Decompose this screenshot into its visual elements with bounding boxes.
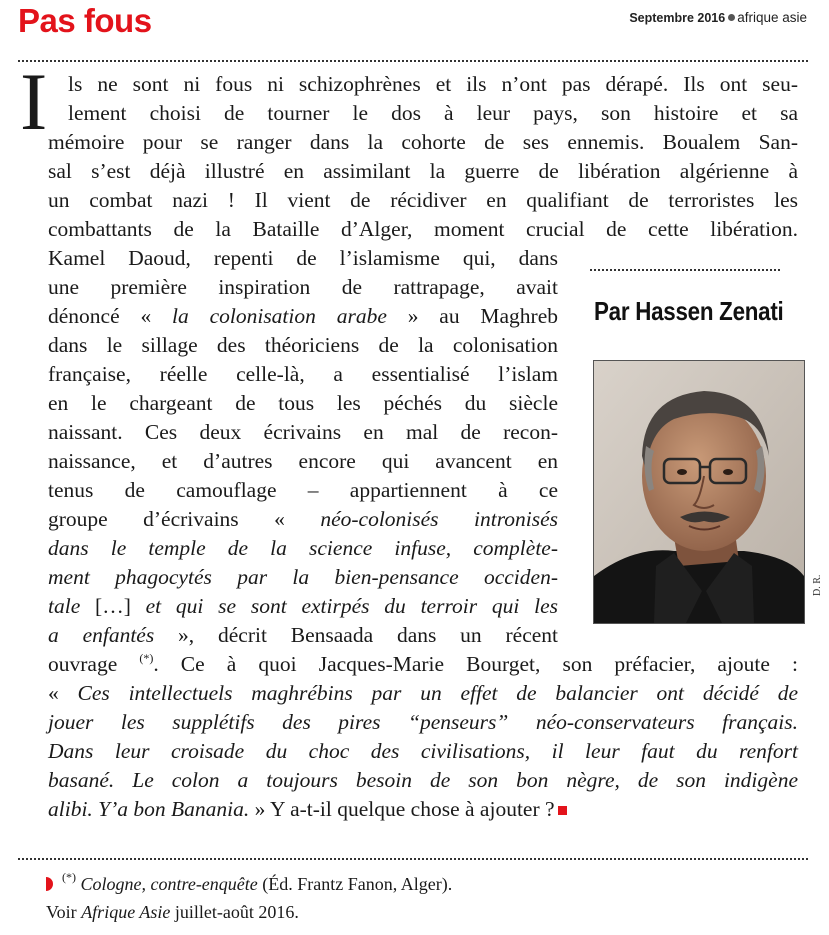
article-line: tenus de camouflage – appartiennent à ce bbox=[48, 478, 558, 502]
article-line: ouvrage (*). Ce à quoi Jacques-Marie Bourget, son préfacier, ajoute : bbox=[48, 651, 798, 676]
article-line: ment phagocytés par la bien-pensance occiden- bbox=[48, 565, 558, 589]
publication-name: afrique asie bbox=[737, 10, 807, 25]
article-line: Dans leur croisade du choc des civilisations, il leur faut du renfort bbox=[48, 739, 798, 763]
article-line: a enfantés », décrit Bensaada dans un récent bbox=[48, 623, 558, 647]
article-line: jouer les supplétifs des pires “penseurs” néo-conservateurs français. bbox=[48, 710, 798, 734]
article-line: combattants de la Bataille d’Alger, moment crucial de cette libération. bbox=[48, 217, 798, 241]
section-title: Pas fous bbox=[18, 2, 152, 39]
article-line: sal s’est déjà illustré en assimilant la guerre de libération algérienne à bbox=[48, 159, 798, 183]
drop-cap: I bbox=[20, 56, 48, 147]
top-dotted-rule bbox=[18, 60, 808, 62]
footnote-publication: Afrique Asie bbox=[81, 902, 171, 922]
article-line: « Ces intellectuels maghrébins par un effet de balancier ont décidé de bbox=[48, 681, 799, 705]
article-line: naissance, et d’autres encore qui avancent en bbox=[48, 449, 558, 473]
article-line: naissant. Ces deux écrivains en mal de recon- bbox=[48, 420, 558, 444]
footnote-number: (*) bbox=[62, 870, 76, 884]
article-line: dans le sillage des théoriciens de la colonisation bbox=[48, 333, 558, 357]
footnote-line: Voir Afrique Asie juillet-août 2016. bbox=[46, 902, 299, 922]
article-line: groupe d’écrivains « néo-colonisés intronisés bbox=[48, 507, 559, 531]
portrait-photo bbox=[594, 361, 804, 623]
article-line: alibi. Y’a bon Banania. » Y a-t-il quelque chose à ajouter ? bbox=[48, 795, 567, 824]
masthead bbox=[629, 10, 807, 25]
article-line: lement choisi de tourner le dos à leur pays, son histoire et sa bbox=[68, 101, 798, 125]
article-line: tale […] et qui se sont extirpés du terroir qui les bbox=[48, 594, 559, 618]
article-line: un combat nazi ! Il vient de récidiver en qualifiant de terroristes les bbox=[48, 188, 798, 212]
article-line: une première inspiration de rattrapage, avait bbox=[48, 275, 558, 299]
article-line: mémoire pour se ranger dans la cohorte de ses ennemis. Boualem San- bbox=[48, 130, 798, 154]
article-line: Kamel Daoud, repenti de l’islamisme qui, dans bbox=[48, 246, 558, 270]
bottom-dotted-rule bbox=[18, 858, 808, 860]
page-header bbox=[0, 0, 829, 52]
photo-credit: D. R. bbox=[812, 574, 823, 596]
author-photo bbox=[593, 360, 805, 624]
article-line: basané. Le colon a toujours besoin de son bon nègre, de son indigène bbox=[48, 768, 798, 792]
article-line: dénoncé « la colonisation arabe » au Maghreb bbox=[48, 304, 559, 328]
footnote-reference: (*) bbox=[139, 651, 154, 665]
issue-date: Septembre 2016 bbox=[629, 11, 726, 25]
footnote-line: (*) Cologne, contre-enquête (Éd. Frantz Fanon, Alger). bbox=[62, 870, 453, 894]
article-line: française, réelle celle-là, a essentialisé l’islam bbox=[48, 362, 558, 386]
article-line: dans le temple de la science infuse, complète- bbox=[48, 536, 558, 560]
byline-dotted-rule bbox=[590, 269, 780, 271]
end-mark-icon bbox=[558, 806, 567, 815]
bullet-dot-icon bbox=[728, 14, 735, 21]
footnote-marker-icon bbox=[46, 877, 53, 891]
author-byline: Par Hassen Zenati bbox=[594, 296, 784, 326]
footnote-title: Cologne, contre-enquête bbox=[80, 874, 258, 894]
article-line: ls ne sont ni fous ni schizophrènes et ils n’ont pas dérapé. Ils ont seu- bbox=[68, 72, 798, 96]
article-line: en le chargeant de tous les péchés du siècle bbox=[48, 391, 558, 415]
